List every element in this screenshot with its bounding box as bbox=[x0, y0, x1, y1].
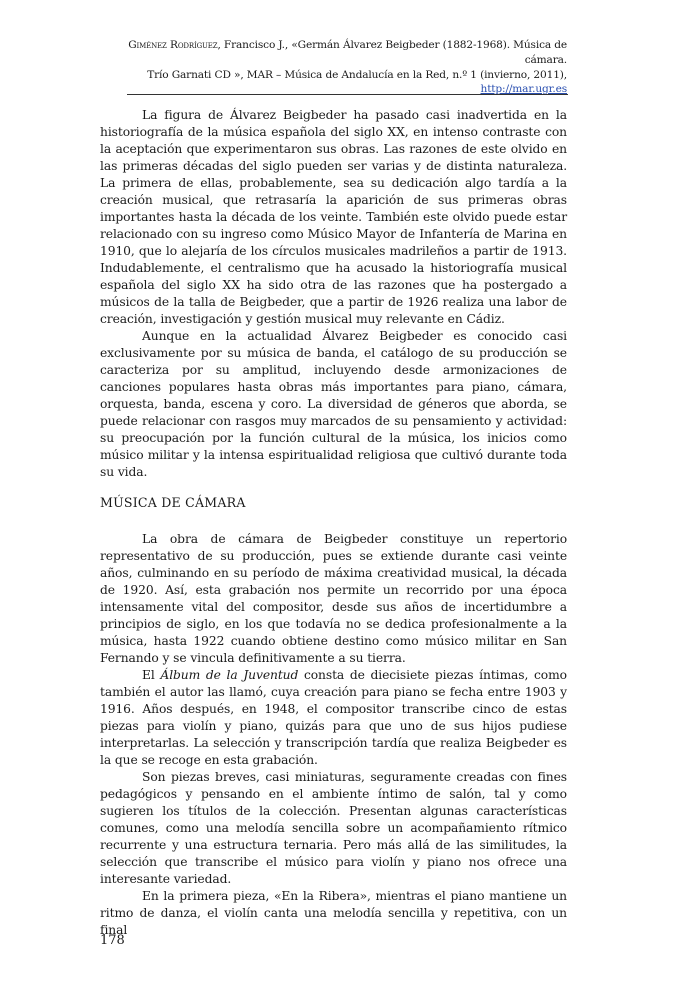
header-line-1 bbox=[100, 38, 567, 68]
header-url-link[interactable]: http://mar.ugr.es bbox=[480, 83, 567, 96]
header-rule bbox=[127, 94, 568, 95]
paragraph-4-rest: consta de diecisiete piezas íntimas, como también el autor las llamó, cuya creación para piano se fecha entre 1903 y 1916. Años después, en 1948, el compositor transcribe cinco de estas piezas para violín y piano, quizás para que uno de sus hijos pudiese interpretarlas. La selección y transcripción tardía que realiza Beigbeder es la que se recoge en esta grabación. bbox=[100, 668, 567, 767]
header-author: Giménez Rodríguez bbox=[128, 39, 218, 51]
paragraph-2: Aunque en la actualidad Álvarez Beigbeder es conocido casi exclusivamente por su música de banda, el catálogo de su producción se caracteriza por su amplitud, incluyendo desde armonizaciones de canciones populares hasta obras más importantes para piano, cámara, orquesta, banda, escena y coro. La diversidad de géneros que aborda, se puede relacionar con rasgos muy marcados de su pensamiento y actividad: su preocupación por la función cultural de la música, los inicios como músico militar y la intensa espiritualidad religiosa que cultivó durante toda su vida. bbox=[100, 329, 567, 479]
header-line-2: Trío Garnati CD », MAR – Música de Andalucía en la Red, n.º 1 (invierno, 2011), bbox=[147, 68, 567, 81]
paragraph-4-lead: El bbox=[142, 668, 161, 682]
section-heading: MÚSICA DE CÁMARA bbox=[100, 495, 246, 510]
running-header bbox=[100, 38, 567, 97]
body-text bbox=[100, 107, 567, 481]
page-number: 178 bbox=[100, 933, 125, 948]
paragraph-3: La obra de cámara de Beigbeder constituye un repertorio representativo de su producción, pues se extiende durante casi veinte años, culminando en su período de máxima creatividad musical, la década de 1920. Así, esta grabación nos permite un recorrido por una época intensamente vital del compositor, desde sus años de incertidumbre a principios de siglo, en los que todavía no se dedica profesionalmente a la música, hasta 1922 cuando obtiene destino como músico militar en San Fernando y se vincula definitivamente a su tierra. bbox=[100, 532, 567, 665]
paragraph-1: La figura de Álvarez Beigbeder ha pasado casi inadvertida en la historiografía de la música española del siglo XX, en intenso contraste con la aceptación que experimentaron sus obras. Las razones de este olvido en las primeras décadas del siglo pueden ser varias y de distinta naturaleza. La primera de ellas, probablemente, sea su dedicación algo tardía a la creación musical, que retrasaría la aparición de sus primeras obras importantes hasta la década de los veinte. También este olvido puede estar relacionado con su ingreso como Músico Mayor de Infantería de Marina en 1910, que lo alejaría de los círculos musicales madrileños a partir de 1913. Indudablemente, el centralismo que ha acusado la historiografía musical española del siglo XX ha sido otra de las razones que ha postergado a músicos de la talla de Beigbeder, que a partir de 1926 realiza una labor de creación, investigación y gestión musical muy relevante en Cádiz. bbox=[100, 108, 567, 326]
paragraph-4 bbox=[100, 667, 567, 769]
paragraph-6: En la primera pieza, «En la Ribera», mientras el piano mantiene un ritmo de danza, el violín canta una melodía sencilla y repetitiva, con un final bbox=[100, 889, 567, 937]
section-body-text bbox=[100, 531, 567, 939]
paragraph-5: Son piezas breves, casi miniaturas, seguramente creadas con fines pedagógicos y pensando en el ambiente íntimo de salón, tal y como sugieren los títulos de la colección. Presentan algunas características comunes, como una melodía sencilla sobre un acompañamiento rítmico recurrente y una estructura ternaria. Pero más allá de las similitudes, la selección que transcribe el músico para violín y piano nos ofrece una interesante variedad. bbox=[100, 770, 567, 886]
album-title: Álbum de la Juventud bbox=[160, 668, 299, 682]
header-citation: , Francisco J., «Germán Álvarez Beigbeder (1882-1968). Música de cámara. bbox=[217, 39, 567, 66]
